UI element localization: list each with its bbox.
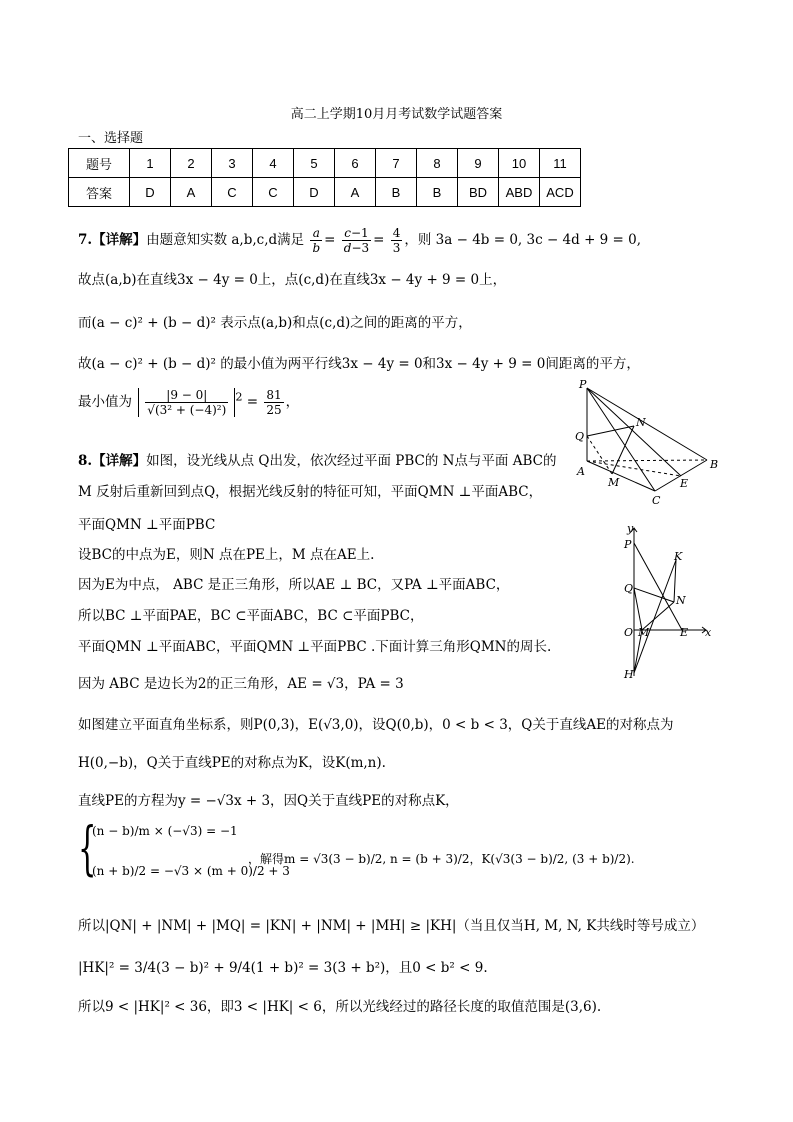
q8-line-1 [78, 449, 556, 469]
q7-line-3: 而(a − c)² + (b − d)² 表示点(a,b)和点(c,d)之间的距离的平方， [78, 315, 472, 331]
label-Q: Q [624, 582, 634, 595]
cell-number: 10 [499, 149, 540, 178]
q8-line-2: M 反射后重新回到点Q，根据光线反射的特征可知，平面QMN ⊥平面ABC， [78, 484, 543, 500]
q8-line-4: 设BC的中点为E，则N 点在PE上，M 点在AE上. [78, 547, 375, 563]
label-P: P [624, 538, 632, 551]
fraction-c-d: $\frac{c-1}{d-3}$ [343, 226, 370, 255]
label-x: x [705, 626, 712, 639]
table-row [69, 178, 581, 207]
q7-text-b: ，则 3a − 4b = 0, 3c − 4d + 9 = 0, [404, 232, 642, 248]
label-N: N [676, 594, 686, 607]
label-A: A [577, 465, 585, 478]
label-Q: Q [575, 430, 585, 443]
row-label-answer: 答案 [69, 178, 130, 207]
tetrahedron-figure [572, 376, 732, 512]
q8-line-12: 所以|QN| + |NM| + |MQ| = |KN| + |NM| + |MH| ≥ |KH|（当且仅当H, M, N, K共线时等号成立） [78, 918, 705, 934]
system-eq-1: (n − b)/m × (−√3) = −1 [92, 824, 238, 838]
q8-line-5: 因为E为中点， ABC 是正三角形，所以AE ⊥ BC，又PA ⊥平面ABC， [78, 577, 510, 593]
answer-table [68, 148, 581, 207]
label-N: N [636, 416, 646, 429]
cell-answer: A [335, 178, 376, 207]
label-E: E [680, 477, 689, 490]
label-O: O [624, 626, 634, 639]
cell-answer: D [130, 178, 171, 207]
coordinate-figure [614, 518, 724, 688]
system-eq-2: (n + b)/2 = −√3 × (m + 0)/2 + 3 [92, 864, 290, 878]
cell-number: 5 [294, 149, 335, 178]
q8-line-6: 所以BC ⊥平面PAE，BC ⊂平面ABC，BC ⊂平面PBC， [78, 608, 424, 624]
q7-line-1: 7.【详解】由题意知实数 a,b,c,d满足 $\frac{a}{b}$ = $\frac{c-1}{d-3}$ = $\frac{4}{3}$ ，则 3a − 4b = 0, 3c − 4d + 9 = 0, [78, 226, 642, 255]
label-P: P [579, 378, 587, 391]
label-M: M [638, 626, 650, 639]
q8-line-10: H(0,−b)，Q关于直线PE的对称点为K，设K(m,n). [78, 755, 386, 771]
row-label-number: 题号 [69, 149, 130, 178]
cell-answer: ACD [540, 178, 581, 207]
label-C: C [652, 494, 661, 507]
q7-line-2: 故点(a,b)在直线3x − 4y = 0上，点(c,d)在直线3x − 4y + 9 = 0上， [78, 272, 507, 288]
q7-line-4: 故(a − c)² + (b − d)² 的最小值为两平行线3x − 4y = 0和3x − 4y + 9 = 0间距离的平方， [78, 356, 640, 372]
cell-answer: B [376, 178, 417, 207]
cell-number: 4 [253, 149, 294, 178]
q8-line-14: 所以9 < |HK|² < 36，即3 < |HK| < 6，所以光线经过的路径长度的取值范围是(3,6). [78, 999, 602, 1015]
q8-line-8: 因为 ABC 是边长为2的正三角形，AE = √3，PA = 3 [78, 676, 404, 692]
section-heading: 一、选择题 [78, 131, 144, 146]
q7-min-label: 最小值为 [78, 394, 132, 410]
fraction-4-3: $\frac{4}{3}$ [392, 226, 401, 255]
label-K: K [674, 550, 683, 563]
cell-answer: A [171, 178, 212, 207]
label-B: B [710, 458, 719, 471]
cell-number: 8 [417, 149, 458, 178]
cell-answer: ABD [499, 178, 540, 207]
q8-line-11: 直线PE的方程为y = −√3x + 3，因Q关于直线PE的对称点K， [78, 793, 459, 809]
cell-answer: D [294, 178, 335, 207]
q8-line-3: 平面QMN ⊥平面PBC [78, 517, 216, 533]
fraction-distance: $\frac{|9 - 0|}{\text{√(3² + (−4)²)}}$ [147, 388, 227, 417]
cell-number: 3 [212, 149, 253, 178]
cell-answer: BD [458, 178, 499, 207]
table-row [69, 149, 581, 178]
label-y: y [627, 522, 634, 535]
cell-answer: C [212, 178, 253, 207]
system-solution: ，解得m = √3(3 − b)/2, n = (b + 3)/2，K(√3(3 − b)/2, (3 + b)/2). [248, 852, 635, 866]
q8-text-1: 如图，设光线从点 Q出发，依次经过平面 PBC的 N点与平面 ABC的 [146, 453, 557, 469]
q8-line-9: 如图建立平面直角坐标系，则P(0,3)，E(√3,0)，设Q(0,b)，0 < b < 3，Q关于直线AE的对称点为 [78, 717, 674, 733]
q7-number: 7.【详解】 [78, 232, 147, 248]
cell-number: 7 [376, 149, 417, 178]
label-E: E [680, 626, 689, 639]
q7-text-a: 由题意知实数 a,b,c,d满足 [146, 232, 305, 248]
label-H: H [624, 668, 634, 681]
cell-number: 11 [540, 149, 581, 178]
fraction-result: $\frac{81}{25}$ [266, 388, 282, 417]
label-M: M [608, 476, 620, 489]
cell-answer: B [417, 178, 458, 207]
q7-line-5: 最小值为 $\frac{|9 - 0|}{\text{√(3² + (−4)²)}}$ $^2$ = $\frac{81}{25}$ ， [78, 388, 300, 417]
cell-number: 1 [130, 149, 171, 178]
q8-line-7: 平面QMN ⊥平面ABC，平面QMN ⊥平面PBC .下面计算三角形QMN的周长. [78, 639, 552, 655]
page-title: 高二上学期10月月考试数学试题答案 [290, 107, 503, 122]
q8-number: 8.【详解】 [78, 453, 147, 469]
cell-number: 2 [171, 149, 212, 178]
q8-line-13: |HK|² = 3/4(3 − b)² + 9/4(1 + b)² = 3(3 + b²)，且0 < b² < 9. [78, 960, 488, 976]
fraction-a-b: $\frac{a}{b}$ [312, 226, 321, 255]
cell-number: 6 [335, 149, 376, 178]
cell-answer: C [253, 178, 294, 207]
cell-number: 9 [458, 149, 499, 178]
